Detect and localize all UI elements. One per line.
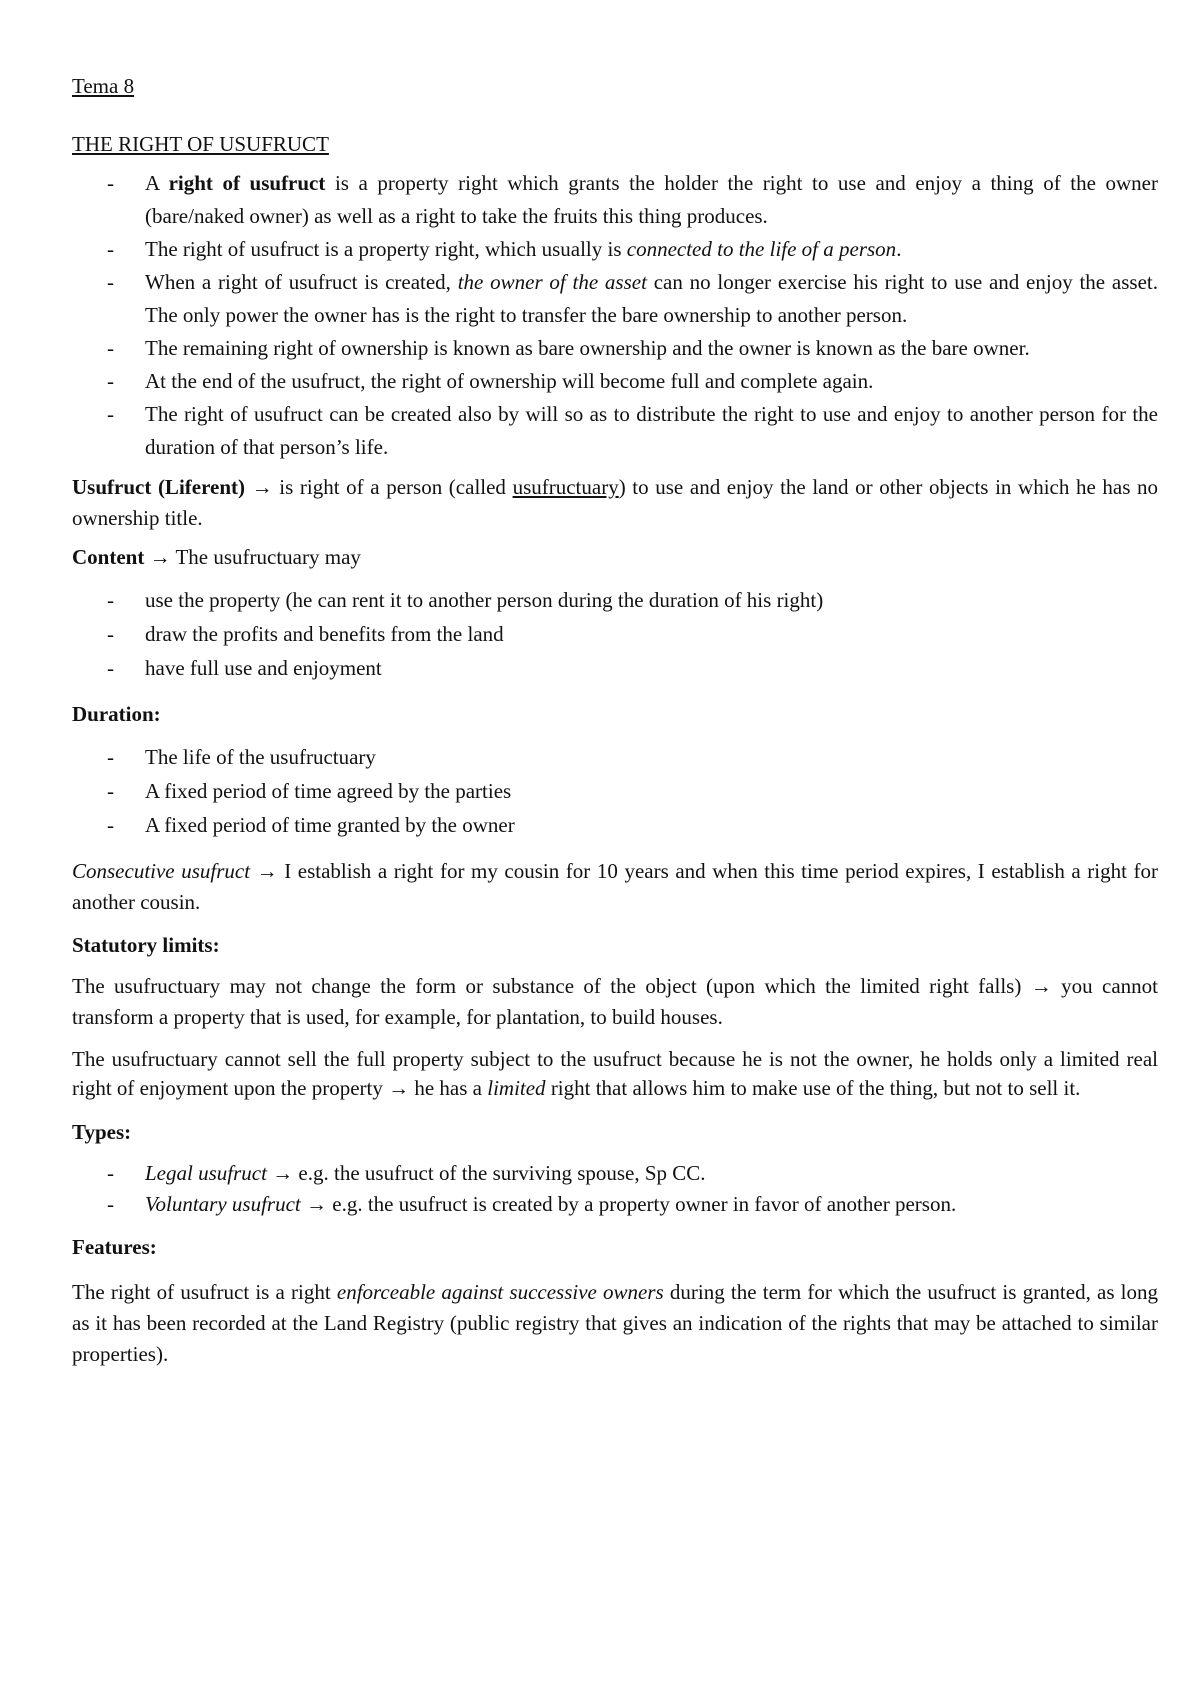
bullet-dash: - bbox=[107, 655, 114, 680]
list-item bbox=[72, 1189, 1158, 1220]
features-heading: Features: bbox=[72, 1234, 157, 1259]
statutory-p2-pre: The usufructuary cannot sell the full property subject to the usufruct because he is not the owner, he holds only a limited real right of enjoyment upon the property → he has a bbox=[72, 1046, 1158, 1100]
list-item bbox=[72, 398, 1158, 464]
consecutive-post: → I establish a right for my cousin for 10 years and when this time period expires, I establish a right for another cousin. bbox=[72, 858, 1159, 914]
statutory-p2-italic: limited bbox=[487, 1075, 546, 1100]
item-text-post: can no longer exercise his right to use and enjoy the asset. The only power the owner has is the right to transfer the bare ownership to another person. bbox=[145, 269, 1158, 327]
bullet-dash: - bbox=[107, 269, 114, 294]
type-term: Voluntary usufruct bbox=[145, 1191, 301, 1216]
intro-list bbox=[72, 167, 1158, 464]
list-item bbox=[72, 233, 1158, 266]
list-item bbox=[72, 1158, 1158, 1189]
statutory-limits-heading: Statutory limits: bbox=[72, 932, 220, 957]
list-item bbox=[72, 583, 1158, 617]
bullet-dash: - bbox=[107, 401, 114, 426]
item-text: The remaining right of ownership is known as bare ownership and the owner is known as the bare owner. bbox=[145, 335, 1030, 360]
content-term: Content bbox=[72, 544, 145, 569]
definition-post: ) to use and enjoy the land or other objects in which he has no ownership title. bbox=[72, 474, 1159, 530]
features-paragraph bbox=[72, 1277, 1158, 1370]
list-item bbox=[72, 365, 1158, 398]
types-heading: Types: bbox=[72, 1119, 132, 1144]
duration-heading: Duration: bbox=[72, 701, 161, 726]
page-title: THE RIGHT OF USUFRUCT bbox=[72, 132, 329, 157]
item-text-italic: connected to the life of a person bbox=[626, 236, 897, 261]
statutory-p2-post: right that allows him to make use of the thing, but not to sell it. bbox=[545, 1075, 1081, 1100]
definition-underline: usufructuary bbox=[512, 474, 619, 499]
item-text-pre: The right of usufruct is a property right, which usually is bbox=[145, 236, 627, 261]
bullet-dash: - bbox=[107, 621, 114, 646]
item-text: draw the profits and benefits from the land bbox=[145, 621, 504, 646]
consecutive-term: Consecutive usufruct bbox=[72, 858, 251, 883]
bullet-dash: - bbox=[107, 812, 114, 837]
item-text: have full use and enjoyment bbox=[145, 655, 382, 680]
item-text: The right of usufruct can be created also by will so as to distribute the right to use and enjoy to another person for the duration of that person’s life. bbox=[145, 401, 1158, 459]
list-item bbox=[72, 740, 1158, 774]
duration-list bbox=[72, 740, 1158, 842]
list-item bbox=[72, 774, 1158, 808]
item-text-post: . bbox=[896, 236, 902, 261]
definition-pre: → is right of a person (called bbox=[245, 474, 513, 499]
definition-term: Usufruct (Liferent) bbox=[72, 474, 246, 499]
item-text: The life of the usufructuary bbox=[145, 744, 376, 769]
statutory-paragraph-1: The usufructuary may not change the form or substance of the object (upon which the limited right falls) → you cannot transform a property that is used, for example, for plantation, to build houses. bbox=[72, 973, 1158, 1029]
features-italic: enforceable against successive owners bbox=[336, 1279, 664, 1304]
statutory-paragraph-2 bbox=[72, 1045, 1158, 1103]
list-item bbox=[72, 808, 1158, 842]
list-item bbox=[72, 167, 1158, 233]
list-item bbox=[72, 332, 1158, 365]
item-text: At the end of the usufruct, the right of ownership will become full and complete again. bbox=[145, 368, 874, 393]
type-term: Legal usufruct bbox=[145, 1160, 267, 1185]
bullet-dash: - bbox=[107, 1191, 114, 1216]
bullet-dash: - bbox=[107, 1160, 114, 1185]
list-item bbox=[72, 266, 1158, 332]
features-pre: The right of usufruct is a right bbox=[72, 1279, 337, 1304]
bullet-dash: - bbox=[107, 236, 114, 261]
bullet-dash: - bbox=[107, 587, 114, 612]
item-text-bold: right of usufruct bbox=[168, 170, 326, 195]
document-page bbox=[72, 72, 1158, 1378]
type-post: → e.g. the usufruct of the surviving spouse, Sp CC. bbox=[266, 1160, 706, 1185]
usufruct-definition bbox=[72, 472, 1158, 534]
item-text-pre: A bbox=[145, 170, 169, 195]
item-text-italic: the owner of the asset bbox=[457, 269, 647, 294]
content-heading bbox=[72, 542, 1158, 573]
consecutive-usufruct-paragraph bbox=[72, 856, 1158, 918]
bullet-dash: - bbox=[107, 335, 114, 360]
item-text: A fixed period of time agreed by the parties bbox=[145, 778, 512, 803]
types-list bbox=[72, 1158, 1158, 1220]
content-post: → The usufructuary may bbox=[144, 544, 361, 569]
bullet-dash: - bbox=[107, 170, 114, 195]
item-text-pre: When a right of usufruct is created, bbox=[145, 269, 458, 294]
features-post: during the term for which the usufruct is granted, as long as it has been recorded at the Land Registry (public registry that gives an indication of the rights that may be attached to similar properties). bbox=[72, 1279, 1159, 1366]
item-text: A fixed period of time granted by the owner bbox=[145, 812, 515, 837]
item-text: use the property (he can rent it to another person during the duration of his right) bbox=[145, 587, 824, 612]
item-text-post: is a property right which grants the holder the right to use and enjoy a thing of the owner (bare/naked owner) as well as a right to take the fruits this thing produces. bbox=[145, 170, 1158, 228]
bullet-dash: - bbox=[107, 778, 114, 803]
list-item bbox=[72, 617, 1158, 651]
bullet-dash: - bbox=[107, 744, 114, 769]
content-list bbox=[72, 583, 1158, 685]
list-item bbox=[72, 651, 1158, 685]
tema-label: Tema 8 bbox=[72, 74, 135, 98]
bullet-dash: - bbox=[107, 368, 114, 393]
type-post: → e.g. the usufruct is created by a property owner in favor of another person. bbox=[300, 1191, 957, 1216]
